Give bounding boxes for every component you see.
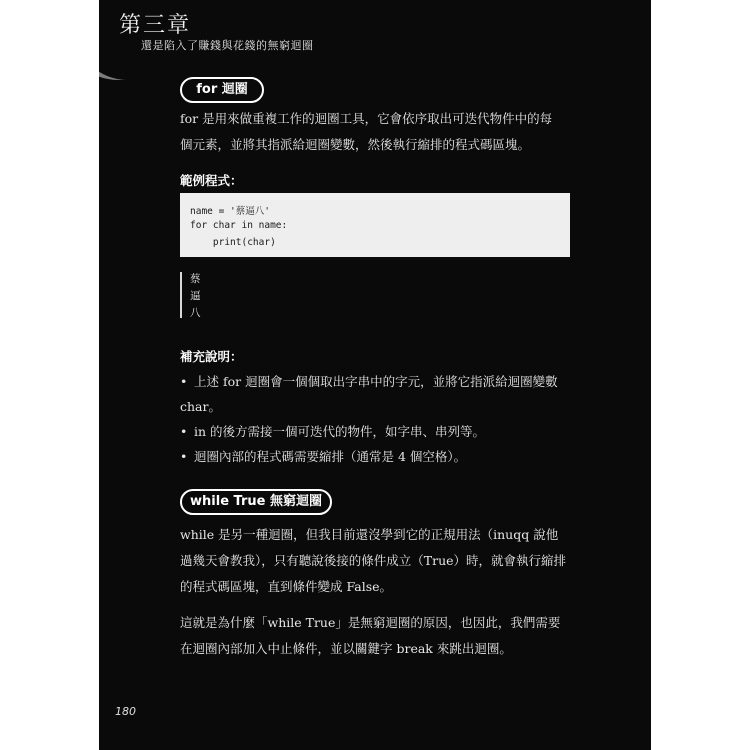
for-loop-section-title: for 迴圈 bbox=[180, 77, 264, 103]
while-para1-line-3: 的程式碼區塊，直到條件變成 False。 bbox=[180, 579, 393, 594]
book-page bbox=[99, 0, 651, 750]
note-item-continuation: char。 bbox=[180, 399, 221, 414]
notes-heading: 補充說明： bbox=[180, 349, 243, 364]
code-line-3: print(char) bbox=[190, 237, 276, 248]
bullet-icon: • bbox=[180, 424, 188, 439]
note-item: • 上述 for 迴圈會一個個取出字串中的字元，並將它指派給迴圈變數 bbox=[180, 369, 590, 395]
output-line-1: 蔡 bbox=[190, 273, 201, 285]
while-loop-section-title: while True 無窮迴圈 bbox=[180, 489, 332, 515]
bullet-icon: • bbox=[180, 449, 188, 464]
chapter-title: 還是陷入了賺錢與花錢的無窮迴圈 bbox=[141, 39, 314, 52]
code-line-1: name = '蔡逼八' bbox=[190, 206, 270, 217]
example-heading: 範例程式： bbox=[180, 173, 243, 188]
note-item: • in 的後方需接一個可迭代的物件，如字串、串列等。 bbox=[180, 419, 590, 445]
while-paragraph-2 bbox=[180, 610, 590, 662]
bullet-icon: • bbox=[180, 374, 188, 389]
while-para1-line-2: 過幾天會教我），只有聽說後接的條件成立（True）時，就會執行縮排 bbox=[180, 553, 567, 568]
output-block bbox=[180, 272, 201, 319]
for-intro-line-1: for 是用來做重複工作的迴圈工具，它會依序取出可迭代物件中的每 bbox=[180, 111, 553, 126]
code-block bbox=[180, 193, 570, 257]
while-para2-line-2: 在迴圈內部加入中止條件，並以關鍵字 break 來跳出迴圈。 bbox=[180, 641, 512, 656]
chapter-number: 第三章 bbox=[119, 13, 192, 38]
while-paragraph-1 bbox=[180, 522, 590, 600]
page-number: 180 bbox=[115, 705, 136, 718]
output-line-3: 八 bbox=[190, 307, 201, 319]
note-item: • 迴圈內部的程式碼需要縮排（通常是 4 個空格）。 bbox=[180, 444, 590, 470]
for-intro-paragraph bbox=[180, 106, 590, 158]
code-line-2: for char in name: bbox=[190, 220, 288, 231]
for-intro-line-2: 個元素，並將其指派給迴圈變數，然後執行縮排的程式碼區塊。 bbox=[180, 137, 531, 152]
output-line-2: 逼 bbox=[190, 290, 201, 302]
while-para2-line-1: 這就是為什麼「while True」是無窮迴圈的原因，也因此，我們需要 bbox=[180, 615, 561, 630]
while-para1-line-1: while 是另一種迴圈，但我目前還沒學到它的正規用法（inuqq 說他 bbox=[180, 527, 559, 542]
